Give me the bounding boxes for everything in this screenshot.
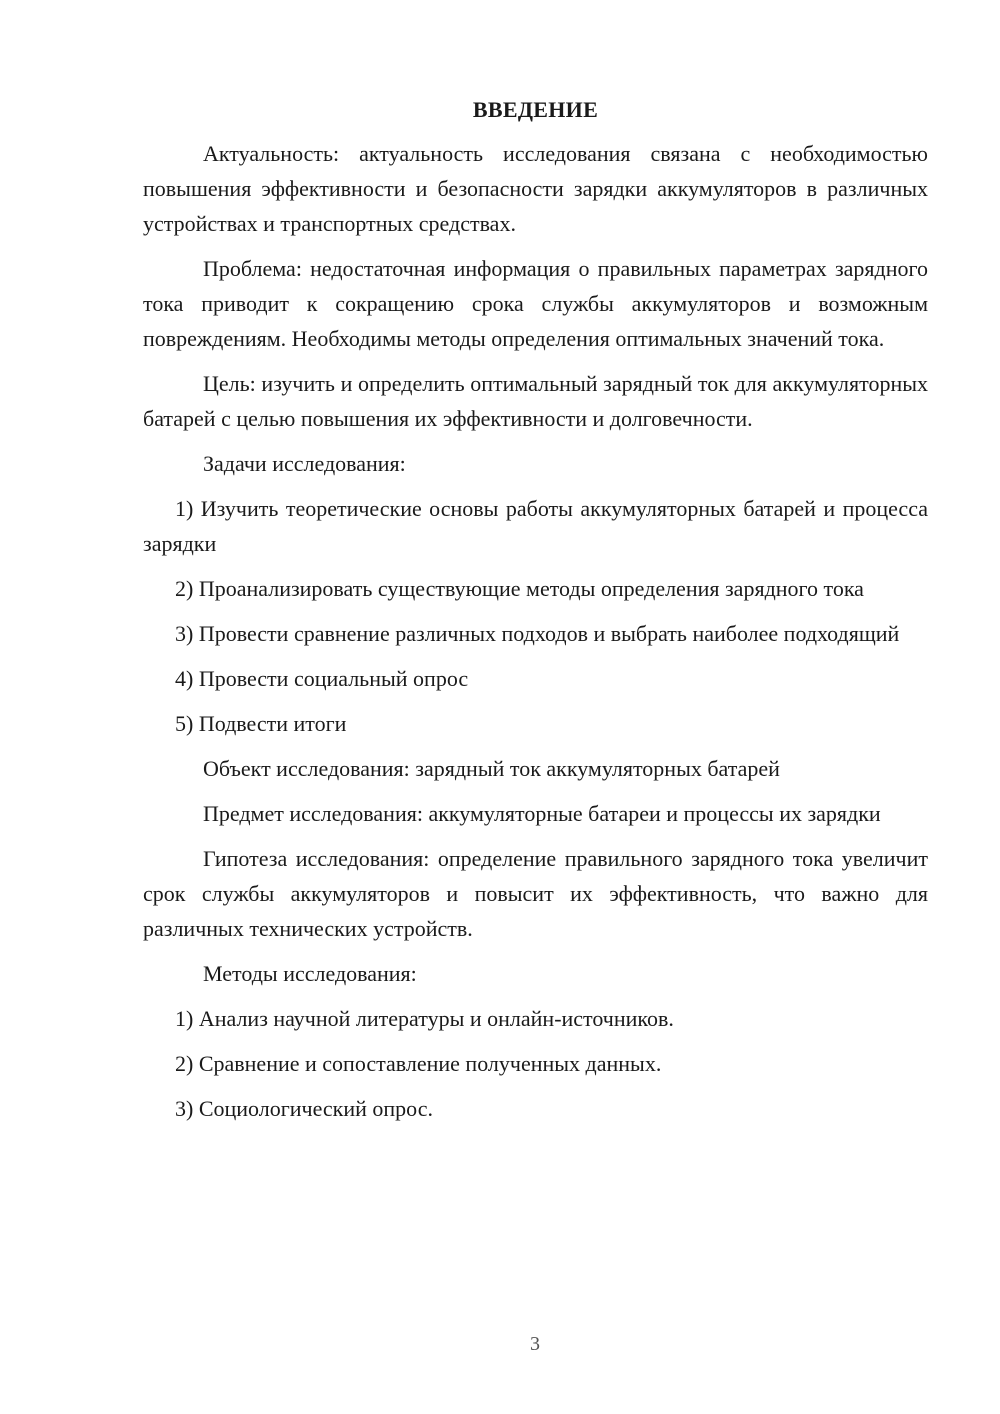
task-item-3: 3) Провести сравнение различных подходов и выбрать наиболее подходящий	[175, 621, 900, 646]
task-item-1: 1) Изучить теоретические основы работы аккумуляторных батарей и процесса зарядки	[143, 496, 928, 556]
method-item-3: 3) Социологический опрос.	[175, 1096, 433, 1121]
paragraph-problem: Проблема: недостаточная информация о правильных параметрах зарядного тока приводит к сокращению срока службы аккумуляторов и возможным повреждениям. Необходимы методы определения оптимальных значений тока.	[143, 256, 928, 351]
task-item-5: 5) Подвести итоги	[175, 711, 347, 736]
task-item-4: 4) Провести социальный опрос	[175, 666, 469, 691]
paragraph-goal: Цель: изучить и определить оптимальный зарядный ток для аккумуляторных батарей с целью повышения их эффективности и долговечности.	[143, 371, 928, 431]
task-item-2: 2) Проанализировать существующие методы определения зарядного тока	[175, 576, 864, 601]
method-item-1: 1) Анализ научной литературы и онлайн-источников.	[175, 1006, 674, 1031]
paragraph-object: Объект исследования: зарядный ток аккумуляторных батарей	[203, 756, 780, 781]
paragraph-subject: Предмет исследования: аккумуляторные батареи и процессы их зарядки	[203, 801, 881, 826]
page-number: 3	[530, 1333, 540, 1355]
tasks-title: Задачи исследования:	[203, 451, 406, 476]
paragraph-hypothesis: Гипотеза исследования: определение правильного зарядного тока увеличит срок службы аккумуляторов и повысит их эффективность, что важно для различных технических устройств.	[143, 846, 928, 941]
section-heading: ВВЕДЕНИЕ	[472, 97, 599, 122]
methods-title: Методы исследования:	[203, 961, 417, 986]
paragraph-relevance: Актуальность: актуальность исследования связана с необходимостью повышения эффективности и безопасности зарядки аккумуляторов в различных устройствах и транспортных средствах.	[143, 141, 928, 236]
method-item-2: 2) Сравнение и сопоставление полученных данных.	[175, 1051, 662, 1076]
page-content	[143, 92, 928, 1136]
